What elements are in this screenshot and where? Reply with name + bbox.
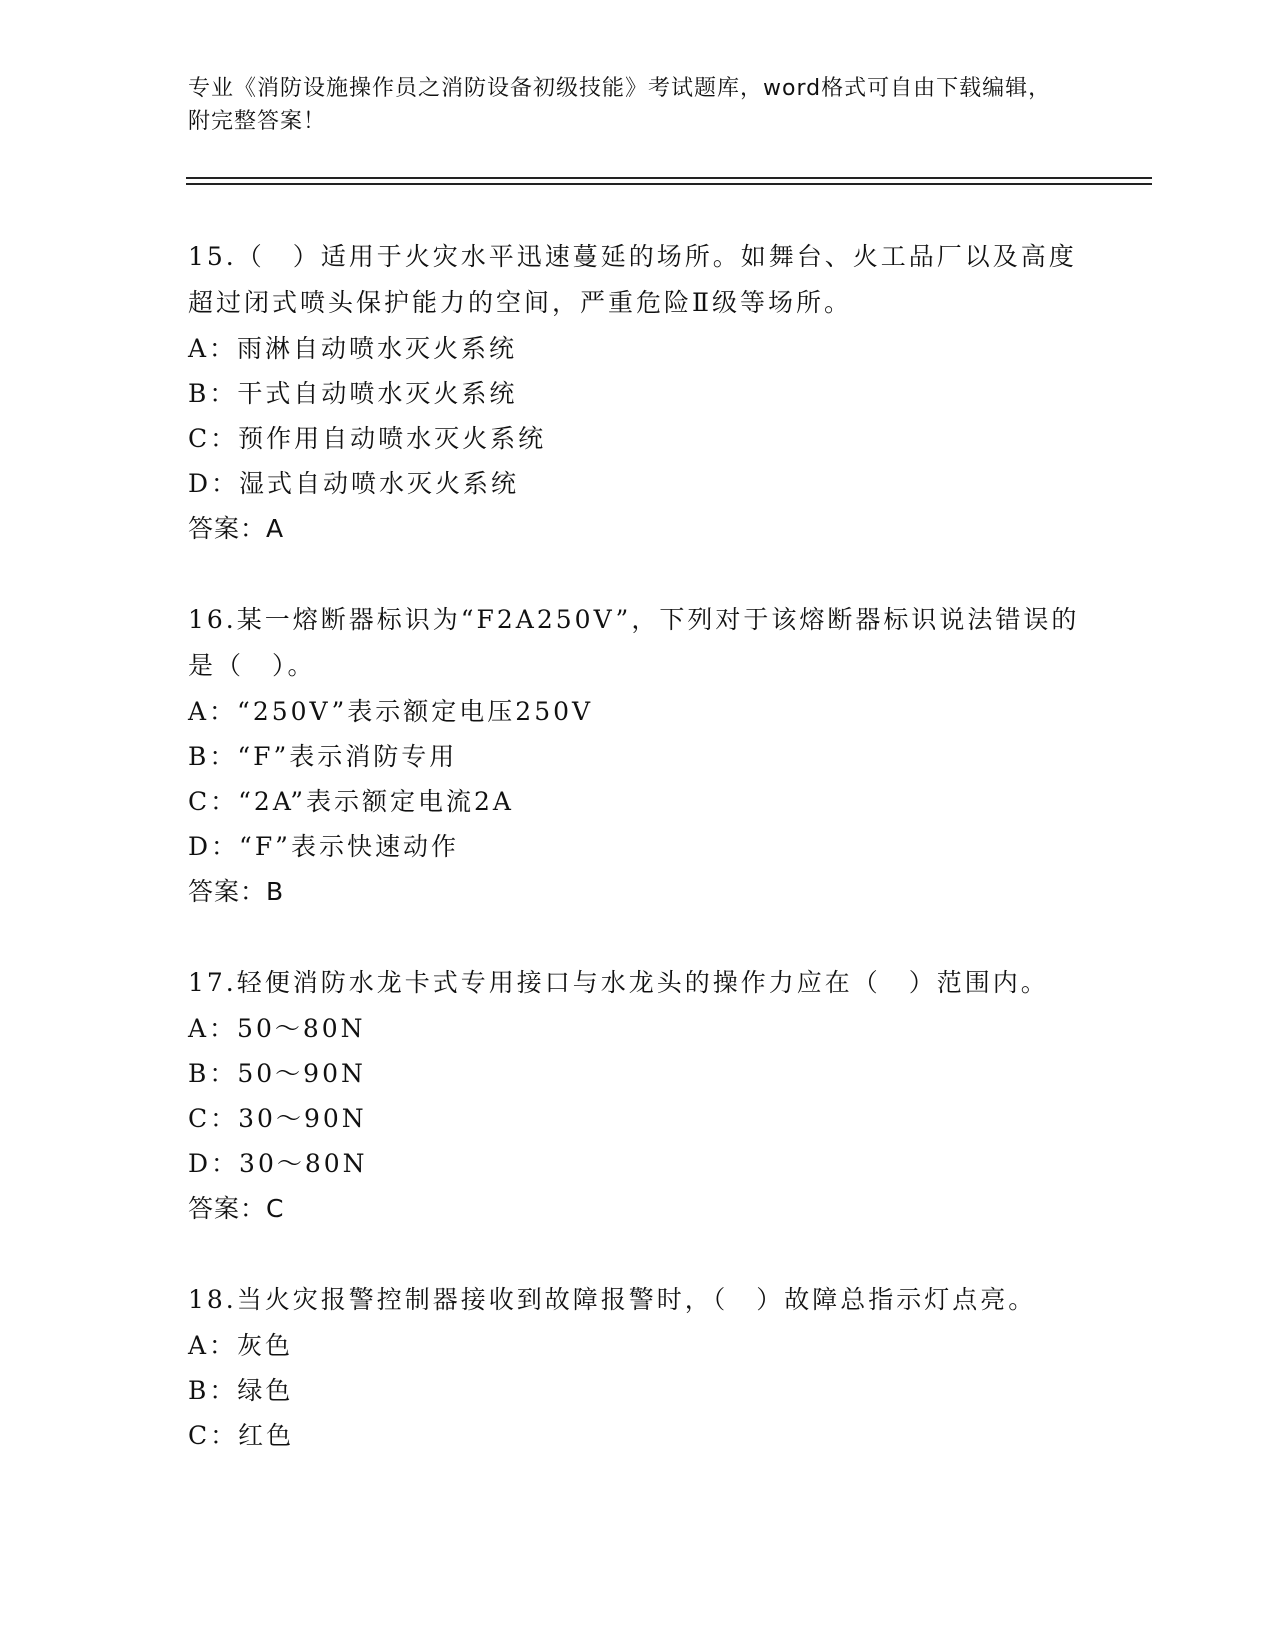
option-c: C：红色 <box>188 1421 295 1450</box>
option-d: D：30～80N <box>188 1149 368 1178</box>
option-d: D：“F”表示快速动作 <box>188 832 459 861</box>
question-stem: 15.（ ）适用于火灾水平迅速蔓延的场所。如舞台、火工品厂以及高度超过闭式喷头保护能力的空间，严重危险Ⅱ级等场所。 <box>188 242 1077 317</box>
header-divider-bottom <box>186 183 1152 185</box>
option-b: B：“F”表示消防专用 <box>188 742 458 771</box>
question-17 <box>188 960 1088 1232</box>
answer-label: 答案：C <box>188 1194 285 1223</box>
option-b: B：干式自动喷水灭火系统 <box>188 379 518 408</box>
question-15 <box>188 234 1088 552</box>
option-b: B：绿色 <box>188 1376 294 1405</box>
option-b: B：50～90N <box>188 1059 366 1088</box>
question-stem: 18.当火灾报警控制器接收到故障报警时，（ ）故障总指示灯点亮。 <box>188 1285 1037 1314</box>
answer-label: 答案：A <box>188 514 285 543</box>
question-stem: 17.轻便消防水龙卡式专用接口与水龙头的操作力应在（ ）范围内。 <box>188 968 1049 997</box>
option-c: C：30～90N <box>188 1104 367 1133</box>
question-18 <box>188 1277 1088 1458</box>
option-a: A：50～80N <box>188 1014 366 1043</box>
option-d: D：湿式自动喷水灭火系统 <box>188 469 520 498</box>
question-list <box>188 234 1088 1503</box>
document-header: 专业《消防设施操作员之消防设备初级技能》考试题库，word格式可自由下载编辑，附完整答案！ <box>188 76 1052 134</box>
option-c: C：预作用自动喷水灭火系统 <box>188 424 547 453</box>
answer-label: 答案：B <box>188 877 285 906</box>
question-stem: 16.某一熔断器标识为“F2A250V”，下列对于该熔断器标识说法错误的是（ ）。 <box>188 605 1080 680</box>
option-a: A：灰色 <box>188 1331 294 1360</box>
option-c: C：“2A”表示额定电流2A <box>188 787 514 816</box>
header-divider-top <box>186 177 1152 179</box>
option-a: A：雨淋自动喷水灭火系统 <box>188 334 518 363</box>
option-a: A：“250V”表示额定电压250V <box>188 697 594 726</box>
question-16 <box>188 597 1088 915</box>
